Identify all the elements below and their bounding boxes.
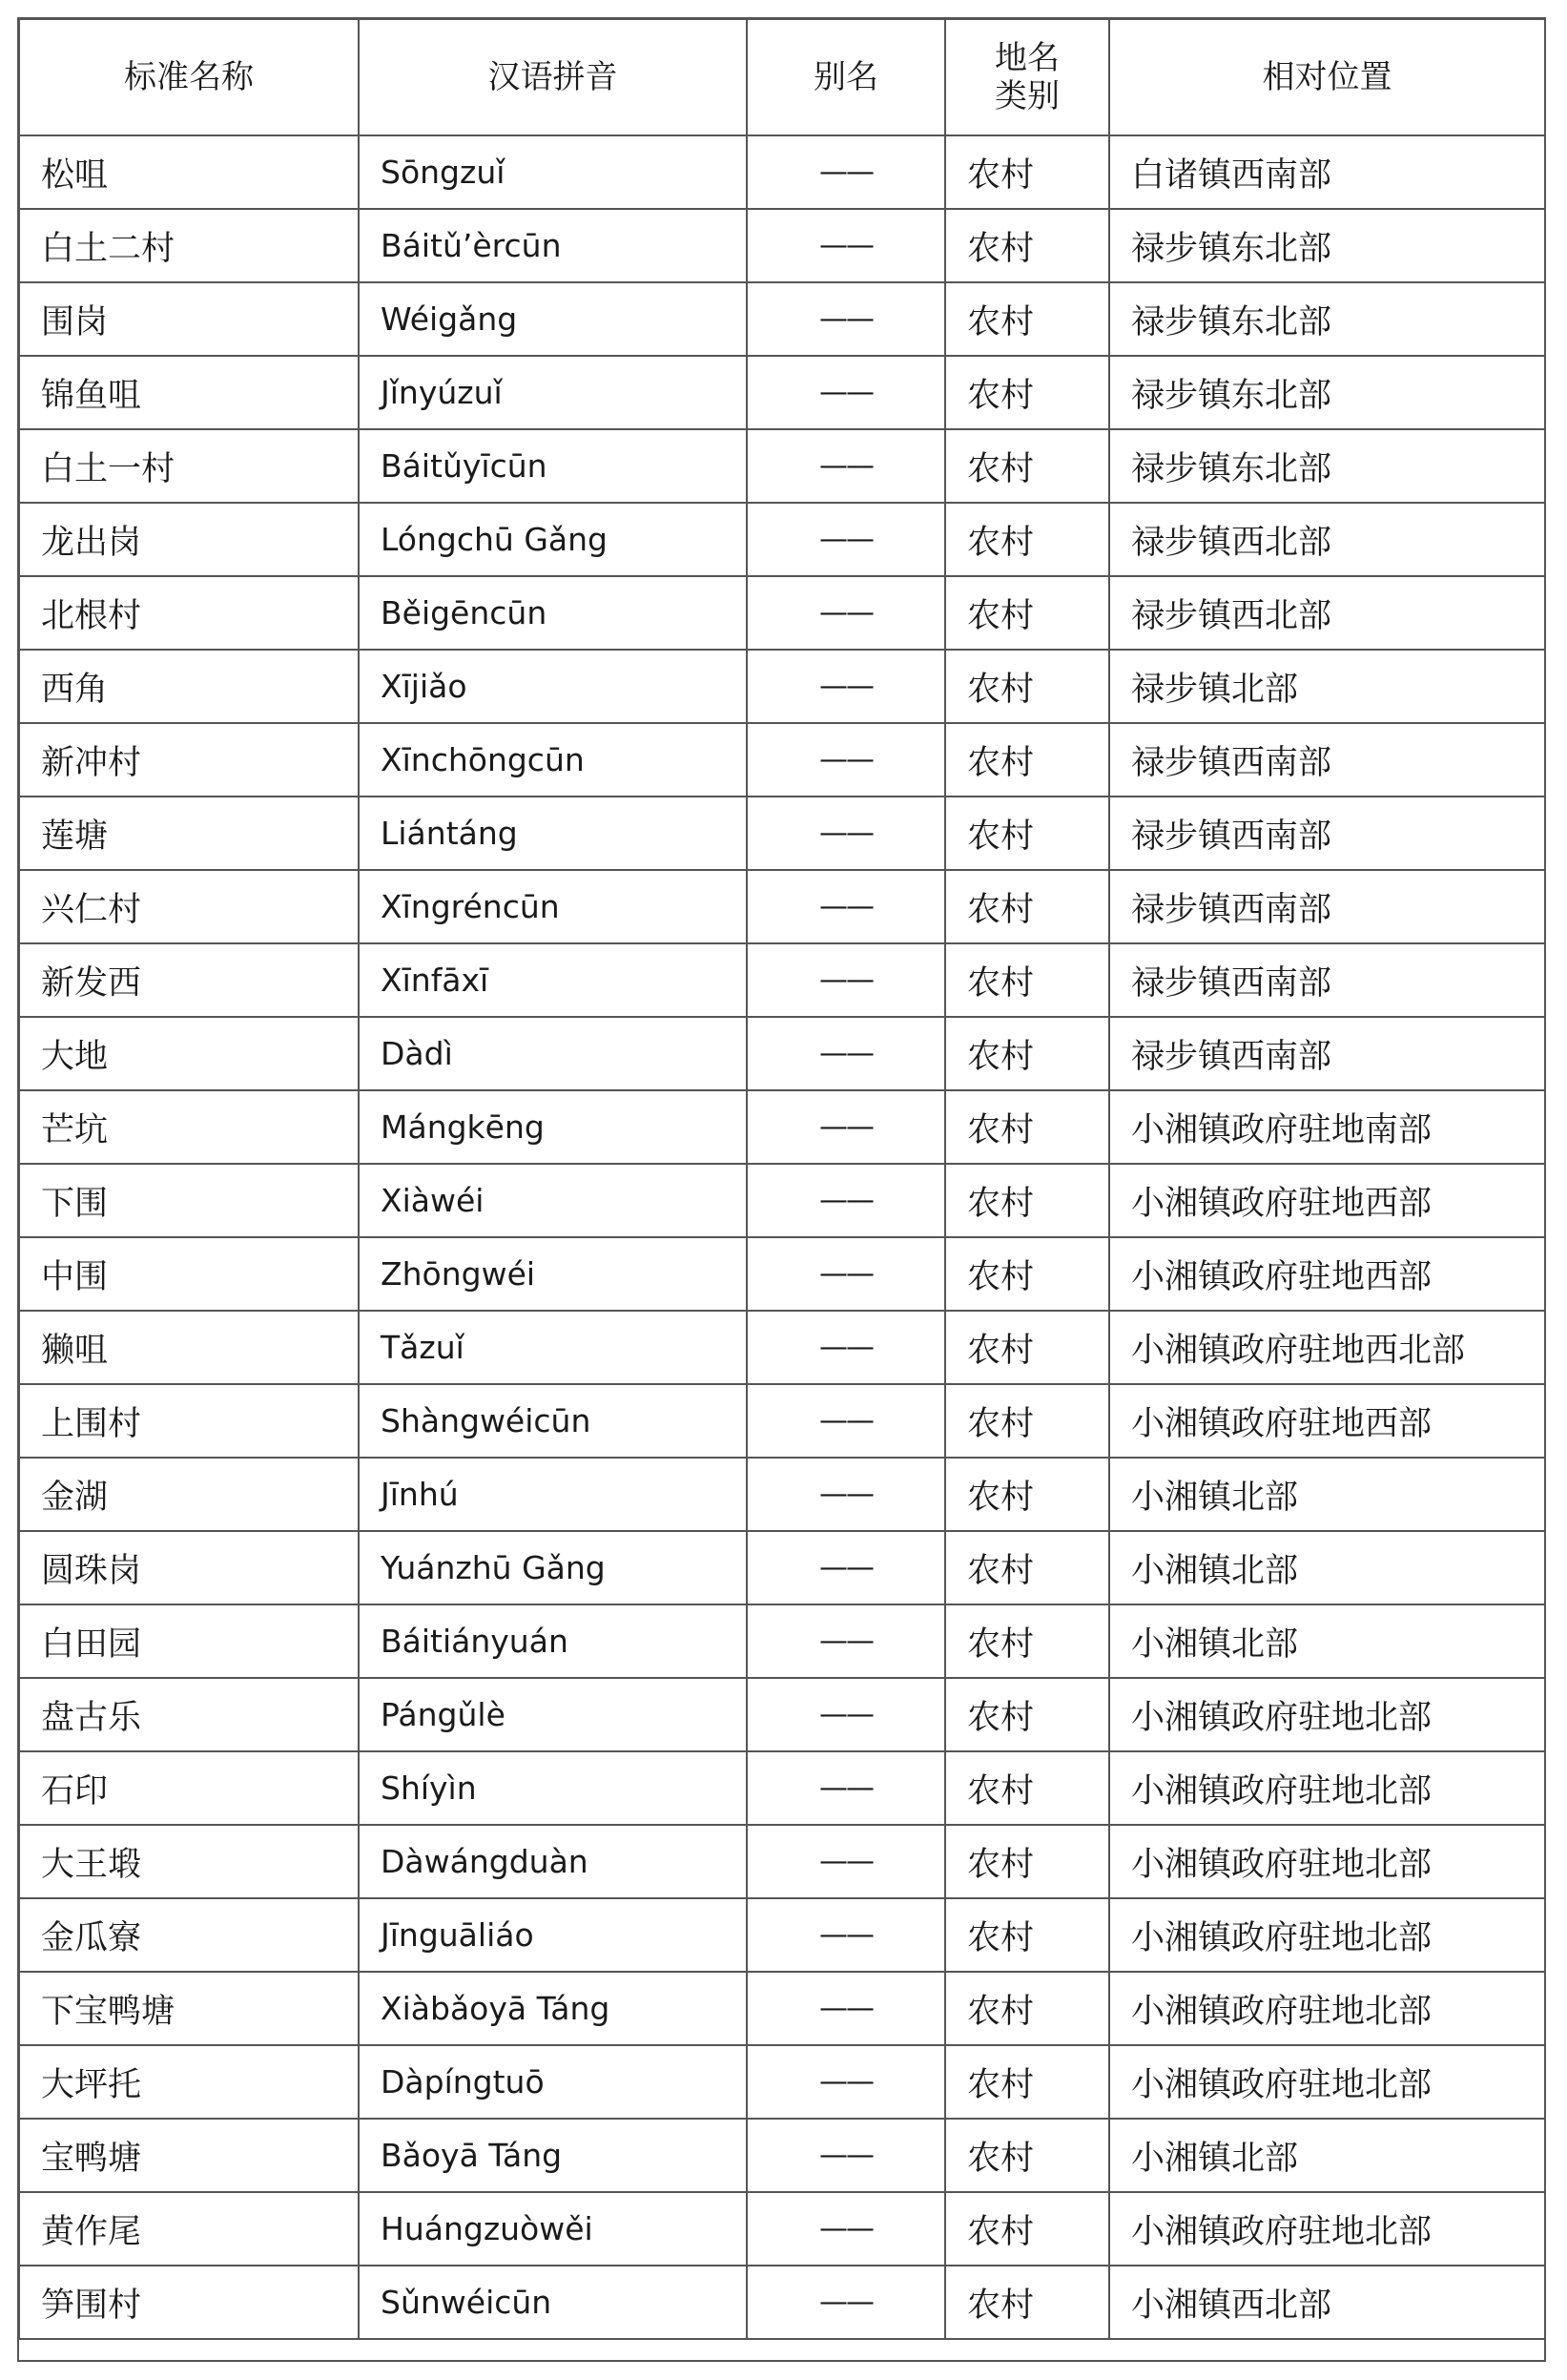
cell-alias: —— (747, 2119, 945, 2192)
cell-standard-name: 獭咀 (19, 1311, 359, 1384)
cell-pinyin: Báitǔ’èrcūn (359, 209, 747, 282)
table-row (19, 429, 1545, 503)
cell-alias: —— (747, 356, 945, 429)
cell-relative-location: 小湘镇政府驻地北部 (1109, 1825, 1545, 1898)
table-body (19, 135, 1545, 2339)
table-row (19, 135, 1545, 209)
cell-place-type: 农村 (945, 1972, 1109, 2045)
cell-alias: —— (747, 1898, 945, 1972)
cell-place-type: 农村 (945, 356, 1109, 429)
cell-relative-location: 小湘镇政府驻地北部 (1109, 1751, 1545, 1825)
cell-relative-location: 小湘镇政府驻地北部 (1109, 1678, 1545, 1751)
header-place-type-label: 地名类别 (995, 38, 1060, 115)
cell-pinyin: Báitiányuán (359, 1604, 747, 1678)
cell-place-type: 农村 (945, 2266, 1109, 2339)
cell-alias: —— (747, 503, 945, 576)
table-row (19, 1384, 1545, 1458)
cell-pinyin: Běigēncūn (359, 576, 747, 650)
cell-alias: —— (747, 1164, 945, 1237)
cell-pinyin: Shàngwéicūn (359, 1384, 747, 1458)
cell-relative-location: 小湘镇西北部 (1109, 2266, 1545, 2339)
cell-relative-location: 白诸镇西南部 (1109, 135, 1545, 209)
cell-place-type: 农村 (945, 870, 1109, 943)
cell-alias: —— (747, 282, 945, 356)
header-alias: 别名 (747, 19, 945, 135)
cell-alias: —— (747, 1458, 945, 1531)
cell-place-type: 农村 (945, 1825, 1109, 1898)
cell-alias: —— (747, 1678, 945, 1751)
cell-relative-location: 禄步镇西南部 (1109, 723, 1545, 797)
cell-place-type: 农村 (945, 1678, 1109, 1751)
cell-alias: —— (747, 797, 945, 870)
cell-alias: —— (747, 723, 945, 797)
cell-pinyin: Wéigǎng (359, 282, 747, 356)
cell-place-type: 农村 (945, 1237, 1109, 1311)
table-row (19, 503, 1545, 576)
cell-pinyin: Báitǔyīcūn (359, 429, 747, 503)
cell-relative-location: 小湘镇政府驻地北部 (1109, 1972, 1545, 2045)
cell-relative-location: 禄步镇东北部 (1109, 282, 1545, 356)
cell-standard-name: 白土一村 (19, 429, 359, 503)
cell-pinyin: Bǎoyā Táng (359, 2119, 747, 2192)
cell-standard-name: 松咀 (19, 135, 359, 209)
cell-place-type: 农村 (945, 576, 1109, 650)
cell-standard-name: 白田园 (19, 1604, 359, 1678)
cell-alias: —— (747, 2192, 945, 2266)
cell-relative-location: 禄步镇西南部 (1109, 870, 1545, 943)
table-row (19, 356, 1545, 429)
table-row (19, 1531, 1545, 1604)
cell-place-type: 农村 (945, 1164, 1109, 1237)
cell-standard-name: 大王塅 (19, 1825, 359, 1898)
cell-standard-name: 黄作尾 (19, 2192, 359, 2266)
table-row (19, 1237, 1545, 1311)
cell-place-type: 农村 (945, 1458, 1109, 1531)
cell-pinyin: Dàpíngtuō (359, 2045, 747, 2119)
cell-standard-name: 大地 (19, 1017, 359, 1090)
cell-standard-name: 盘古乐 (19, 1678, 359, 1751)
header-row (19, 19, 1545, 135)
cell-place-type: 农村 (945, 1604, 1109, 1678)
cell-pinyin: Xīnfāxī (359, 943, 747, 1017)
cell-standard-name: 金湖 (19, 1458, 359, 1531)
table-row (19, 1164, 1545, 1237)
cell-alias: —— (747, 429, 945, 503)
table-row (19, 282, 1545, 356)
cell-place-type: 农村 (945, 797, 1109, 870)
cell-standard-name: 金瓜寮 (19, 1898, 359, 1972)
cell-pinyin: Tǎzuǐ (359, 1311, 747, 1384)
cell-alias: —— (747, 1237, 945, 1311)
cell-place-type: 农村 (945, 429, 1109, 503)
table-row (19, 1898, 1545, 1972)
cell-alias: —— (747, 1751, 945, 1825)
cell-standard-name: 笋围村 (19, 2266, 359, 2339)
table-row (19, 1017, 1545, 1090)
cell-alias: —— (747, 1825, 945, 1898)
cell-pinyin: Mángkēng (359, 1090, 747, 1164)
cell-relative-location: 小湘镇政府驻地西部 (1109, 1237, 1545, 1311)
cell-relative-location: 禄步镇北部 (1109, 650, 1545, 723)
cell-relative-location: 禄步镇西南部 (1109, 1017, 1545, 1090)
cell-pinyin: Xīngréncūn (359, 870, 747, 943)
cell-pinyin: Dàwángduàn (359, 1825, 747, 1898)
cell-relative-location: 禄步镇西南部 (1109, 943, 1545, 1017)
cell-relative-location: 禄步镇西南部 (1109, 797, 1545, 870)
cell-standard-name: 大坪托 (19, 2045, 359, 2119)
cell-alias: —— (747, 2266, 945, 2339)
table-row (19, 1458, 1545, 1531)
cell-pinyin: Dàdì (359, 1017, 747, 1090)
cell-place-type: 农村 (945, 209, 1109, 282)
table-row (19, 870, 1545, 943)
table-row (19, 797, 1545, 870)
cell-relative-location: 小湘镇政府驻地西部 (1109, 1164, 1545, 1237)
cell-alias: —— (747, 135, 945, 209)
cell-standard-name: 北根村 (19, 576, 359, 650)
cell-alias: —— (747, 576, 945, 650)
table-row (19, 723, 1545, 797)
cell-alias: —— (747, 1090, 945, 1164)
cell-alias: —— (747, 1604, 945, 1678)
place-name-table (18, 18, 1546, 2340)
cell-place-type: 农村 (945, 1090, 1109, 1164)
cell-place-type: 农村 (945, 2192, 1109, 2266)
cell-place-type: 农村 (945, 723, 1109, 797)
cell-place-type: 农村 (945, 1898, 1109, 1972)
table-row (19, 650, 1545, 723)
cell-pinyin: Huángzuòwěi (359, 2192, 747, 2266)
table-row (19, 1604, 1545, 1678)
cell-alias: —— (747, 209, 945, 282)
cell-pinyin: Liántáng (359, 797, 747, 870)
cell-relative-location: 小湘镇政府驻地北部 (1109, 2192, 1545, 2266)
cell-relative-location: 小湘镇政府驻地西部 (1109, 1384, 1545, 1458)
cell-relative-location: 小湘镇政府驻地北部 (1109, 1898, 1545, 1972)
cell-standard-name: 莲塘 (19, 797, 359, 870)
cell-relative-location: 小湘镇北部 (1109, 1531, 1545, 1604)
cell-standard-name: 圆珠岗 (19, 1531, 359, 1604)
cell-pinyin: Xīnchōngcūn (359, 723, 747, 797)
cell-place-type: 农村 (945, 1531, 1109, 1604)
cell-alias: —— (747, 1017, 945, 1090)
table-row (19, 1972, 1545, 2045)
cell-standard-name: 石印 (19, 1751, 359, 1825)
cell-place-type: 农村 (945, 1384, 1109, 1458)
cell-relative-location: 禄步镇西北部 (1109, 576, 1545, 650)
cell-place-type: 农村 (945, 1017, 1109, 1090)
cell-standard-name: 西角 (19, 650, 359, 723)
cell-relative-location: 小湘镇政府驻地南部 (1109, 1090, 1545, 1164)
cell-alias: —— (747, 1972, 945, 2045)
table-row (19, 2119, 1545, 2192)
cell-alias: —— (747, 943, 945, 1017)
cell-alias: —— (747, 2045, 945, 2119)
cell-alias: —— (747, 1311, 945, 1384)
cell-standard-name: 下围 (19, 1164, 359, 1237)
table-row (19, 943, 1545, 1017)
cell-standard-name: 芒坑 (19, 1090, 359, 1164)
cell-relative-location: 小湘镇北部 (1109, 1458, 1545, 1531)
table-row (19, 1825, 1545, 1898)
cell-pinyin: Shíyìn (359, 1751, 747, 1825)
cell-place-type: 农村 (945, 503, 1109, 576)
cell-alias: —— (747, 1531, 945, 1604)
cell-pinyin: Sōngzuǐ (359, 135, 747, 209)
cell-pinyin: Yuánzhū Gǎng (359, 1531, 747, 1604)
header-relative-location: 相对位置 (1109, 19, 1545, 135)
cell-standard-name: 上围村 (19, 1384, 359, 1458)
header-place-type (945, 19, 1109, 135)
cell-standard-name: 龙出岗 (19, 503, 359, 576)
cell-pinyin: Jīnhú (359, 1458, 747, 1531)
cell-standard-name: 锦鱼咀 (19, 356, 359, 429)
cell-place-type: 农村 (945, 135, 1109, 209)
cell-place-type: 农村 (945, 1311, 1109, 1384)
cell-place-type: 农村 (945, 650, 1109, 723)
cell-standard-name: 中围 (19, 1237, 359, 1311)
table-row (19, 209, 1545, 282)
cell-standard-name: 下宝鸭塘 (19, 1972, 359, 2045)
cell-alias: —— (747, 870, 945, 943)
cell-relative-location: 禄步镇东北部 (1109, 356, 1545, 429)
cell-pinyin: Xījiǎo (359, 650, 747, 723)
table-row (19, 2266, 1545, 2339)
cell-place-type: 农村 (945, 282, 1109, 356)
table-row (19, 576, 1545, 650)
cell-relative-location: 小湘镇政府驻地北部 (1109, 2045, 1545, 2119)
cell-pinyin: Xiàbǎoyā Táng (359, 1972, 747, 2045)
header-pinyin: 汉语拼音 (359, 19, 747, 135)
header-standard-name: 标准名称 (19, 19, 359, 135)
cell-standard-name: 新发西 (19, 943, 359, 1017)
cell-relative-location: 小湘镇北部 (1109, 2119, 1545, 2192)
cell-pinyin: Pángǔlè (359, 1678, 747, 1751)
cell-pinyin: Sǔnwéicūn (359, 2266, 747, 2339)
cell-pinyin: Jīnguāliáo (359, 1898, 747, 1972)
cell-standard-name: 白土二村 (19, 209, 359, 282)
table-row (19, 2045, 1545, 2119)
cell-place-type: 农村 (945, 1751, 1109, 1825)
table-row (19, 1090, 1545, 1164)
cell-pinyin: Jǐnyúzuǐ (359, 356, 747, 429)
cell-relative-location: 小湘镇北部 (1109, 1604, 1545, 1678)
cell-pinyin: Lóngchū Gǎng (359, 503, 747, 576)
table-row (19, 1311, 1545, 1384)
cell-relative-location: 禄步镇东北部 (1109, 209, 1545, 282)
cell-standard-name: 围岗 (19, 282, 359, 356)
cell-standard-name: 兴仁村 (19, 870, 359, 943)
cell-relative-location: 禄步镇东北部 (1109, 429, 1545, 503)
cell-place-type: 农村 (945, 2045, 1109, 2119)
cell-place-type: 农村 (945, 2119, 1109, 2192)
cell-alias: —— (747, 1384, 945, 1458)
table-row (19, 1678, 1545, 1751)
table-row (19, 2192, 1545, 2266)
cell-relative-location: 小湘镇政府驻地西北部 (1109, 1311, 1545, 1384)
cell-place-type: 农村 (945, 943, 1109, 1017)
table-row (19, 1751, 1545, 1825)
cell-alias: —— (747, 650, 945, 723)
cell-standard-name: 宝鸭塘 (19, 2119, 359, 2192)
cell-pinyin: Zhōngwéi (359, 1237, 747, 1311)
cell-standard-name: 新冲村 (19, 723, 359, 797)
cell-pinyin: Xiàwéi (359, 1164, 747, 1237)
table-header (19, 19, 1545, 135)
cell-relative-location: 禄步镇西北部 (1109, 503, 1545, 576)
